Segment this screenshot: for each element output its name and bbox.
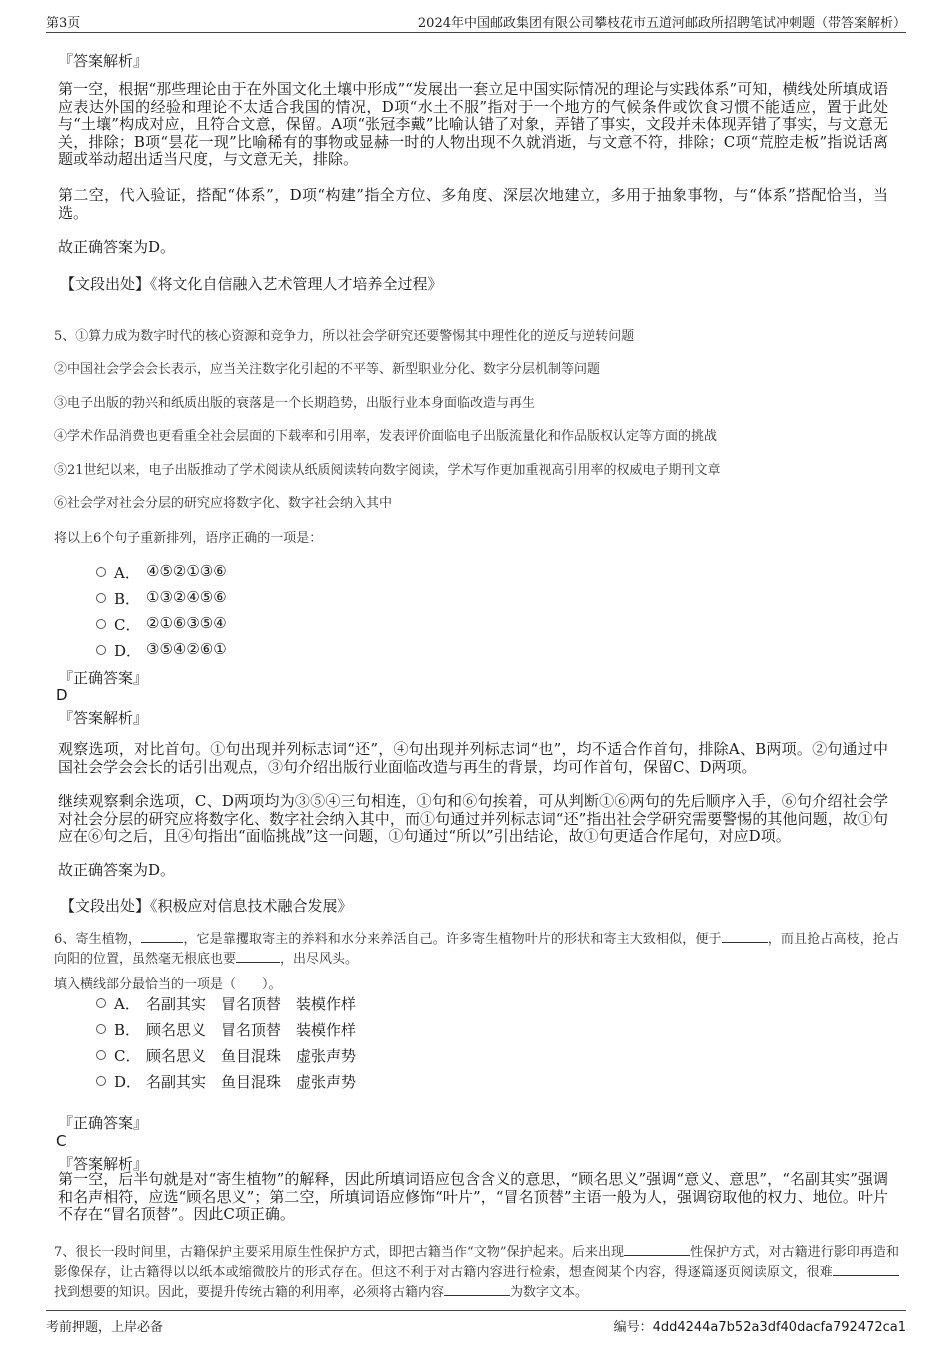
question-prompt: 填入横线部分最恰当的一项是（ ）。 <box>54 977 282 992</box>
blank-line <box>624 1243 690 1256</box>
question-sentence: ③电子出版的勃兴和纸质出版的衰落是一个长期趋势，出版行业本身面临改造与再生 <box>54 396 536 411</box>
radio-button-icon[interactable] <box>96 619 106 629</box>
radio-button-icon[interactable] <box>96 1024 106 1034</box>
analysis-label: 『答案解析』 <box>58 52 149 70</box>
source-citation: 【文段出处】《积极应对信息技术融合发展》 <box>60 897 353 915</box>
analysis-paragraph: 第二空，代入验证，搭配“体系”，D项“构建”指全方位、多角度、深层次地建立，多用于抽象事物，与“体系”搭配恰当，当选。 <box>58 186 888 222</box>
blank-line <box>833 1263 899 1276</box>
question-sentence: ⑥社会学对社会分层的研究应将数字化、数字社会纳入其中 <box>54 496 393 511</box>
blank-line <box>444 1283 510 1296</box>
source-citation: 【文段出处】《将文化自信融入艺术管理人才培养全过程》 <box>60 275 443 293</box>
page-footer <box>46 1310 906 1335</box>
answer-label: 『正确答案』 <box>58 1114 149 1132</box>
analysis-label: 『答案解析』 <box>58 709 149 727</box>
answer-value: D <box>56 686 68 704</box>
question-sentence: ④学术作品消费也更看重全社会层面的下载率和引用率，发表评价面临电子出版流量化和作品版权认定等方面的挑战 <box>54 429 718 444</box>
footer-slogan: 考前押题，上岸必备 <box>46 1320 164 1335</box>
analysis-paragraph: 第一空，根据“那些理论由于在外国文化土壤中形成”“发展出一套立足中国实际情况的理论与实践体系”可知，横线处所填成语应表达外国的经验和理论不太适合我国的情况，D项“水土不服”指对于一个地方的气候条件或饮食习惯不能适应，置于此处与“土壤”构成对应，且符合文意，保留。A项“张冠李戴”比喻认错了对象，弄错了事实，文段并未体现弄错了事实，与文意无关，排除；B项“昙花一现”比喻稀有的事物或显赫一时的人物出现不久就消逝，与文意不符，排除；C项“荒腔走板”指说话离题或举动超出适当尺度，与文意无关，排除。 <box>58 80 888 168</box>
question-sentence: ②中国社会学会会长表示，应当关注数字化引起的不平等、新型职业分化、数字分层机制等问题 <box>54 362 601 377</box>
radio-button-icon[interactable] <box>96 998 106 1008</box>
analysis-paragraph: 继续观察剩余选项，C、D两项均为③⑤④三句相连，①句和⑥句挨着，可从判断①⑥两句的先后顺序入手，⑥句介绍社会学对社会分层的研究应将数字化、数字社会纳入其中，而①句通过并列标志词“还”指出社会学研究需要警惕的其他问题，故①句应在⑥句之后，且④句指出“面临挑战”这一问题，①句通过“所以”引出结论，故①句更适合作尾句，对应D项。 <box>58 792 888 845</box>
analysis-conclusion: 故正确答案为D。 <box>58 861 176 879</box>
question-sentence: 5、①算力成为数字时代的核心资源和竞争力，所以社会学研究还要警惕其中理性化的逆反与逆转问题 <box>54 329 635 344</box>
answer-value: C <box>56 1132 67 1150</box>
analysis-conclusion: 故正确答案为D。 <box>58 238 176 256</box>
blank-line <box>236 950 280 963</box>
document-title: 2024年中国邮政集团有限公司攀枝花市五道河邮政所招聘笔试冲刺题（带答案解析） <box>417 16 906 31</box>
analysis-label: 『答案解析』 <box>58 1155 149 1173</box>
page-header <box>46 8 906 33</box>
radio-button-icon[interactable] <box>96 593 106 603</box>
question-sentence: ⑤21世纪以来，电子出版推动了学术阅读从纸质阅读转向数字阅读，学术写作更加重视高引用率的权威电子期刊文章 <box>54 463 721 478</box>
question-prompt: 将以上6个句子重新排列，语序正确的一项是： <box>54 531 323 546</box>
radio-button-icon[interactable] <box>96 1050 106 1060</box>
document-code: 编号：4dd4244a7b52a3df40dacfa792472ca1 <box>613 1320 906 1335</box>
radio-button-icon[interactable] <box>96 567 106 577</box>
radio-button-icon[interactable] <box>96 645 106 655</box>
analysis-paragraph: 观察选项，对比首句。①句出现并列标志词“还”，④句出现并列标志词“也”，均不适合作首句，排除A、B两项。②句通过中国社会学会会长的话引出观点，③句介绍出版行业面临改造与再生的背景，均可作首句，保留C、D两项。 <box>58 740 888 776</box>
question-stem: 6、寄生植物， ，它是靠攫取寄主的养料和水分来养活自己。许多寄生植物叶片的形状和寄主大致相似，便于 ，而且抢占高枝，抢占向阳的位置，虽然毫无根底也要 ，出尽风头。 <box>54 932 899 967</box>
blank-line <box>141 930 183 943</box>
blank-line <box>722 930 768 943</box>
radio-button-icon[interactable] <box>96 1076 106 1086</box>
answer-label: 『正确答案』 <box>58 669 149 687</box>
page-number: 第3页 <box>46 16 81 31</box>
analysis-paragraph: 第一空，后半句就是对“寄生植物”的解释，因此所填词语应包含含义的意思，“顾名思义”强调“意义、意思”，“名副其实”强调和名声相符，应选“顾名思义”；第二空，所填词语应修饰“叶片”，“冒名顶替”主语一般为人，强调窃取他的权力、地位。叶片不存在“冒名顶替”。因此C项正确。 <box>58 1170 888 1223</box>
question-stem: 7、很长一段时间里，古籍保护主要采用原生性保护方式，即把古籍当作“文物”保护起来。后来出现 性保护方式，对古籍进行影印再造和影像保存，让古籍得以以纸本或缩微胶片的形式存在。但这不利于对古籍内容进行检索，想查阅某个内容，得逐篇逐页阅读原文，很难找到想要的知识。因此，要提升传统古籍的利用率，必须将古籍内容 为数字文本。 <box>54 1245 899 1300</box>
